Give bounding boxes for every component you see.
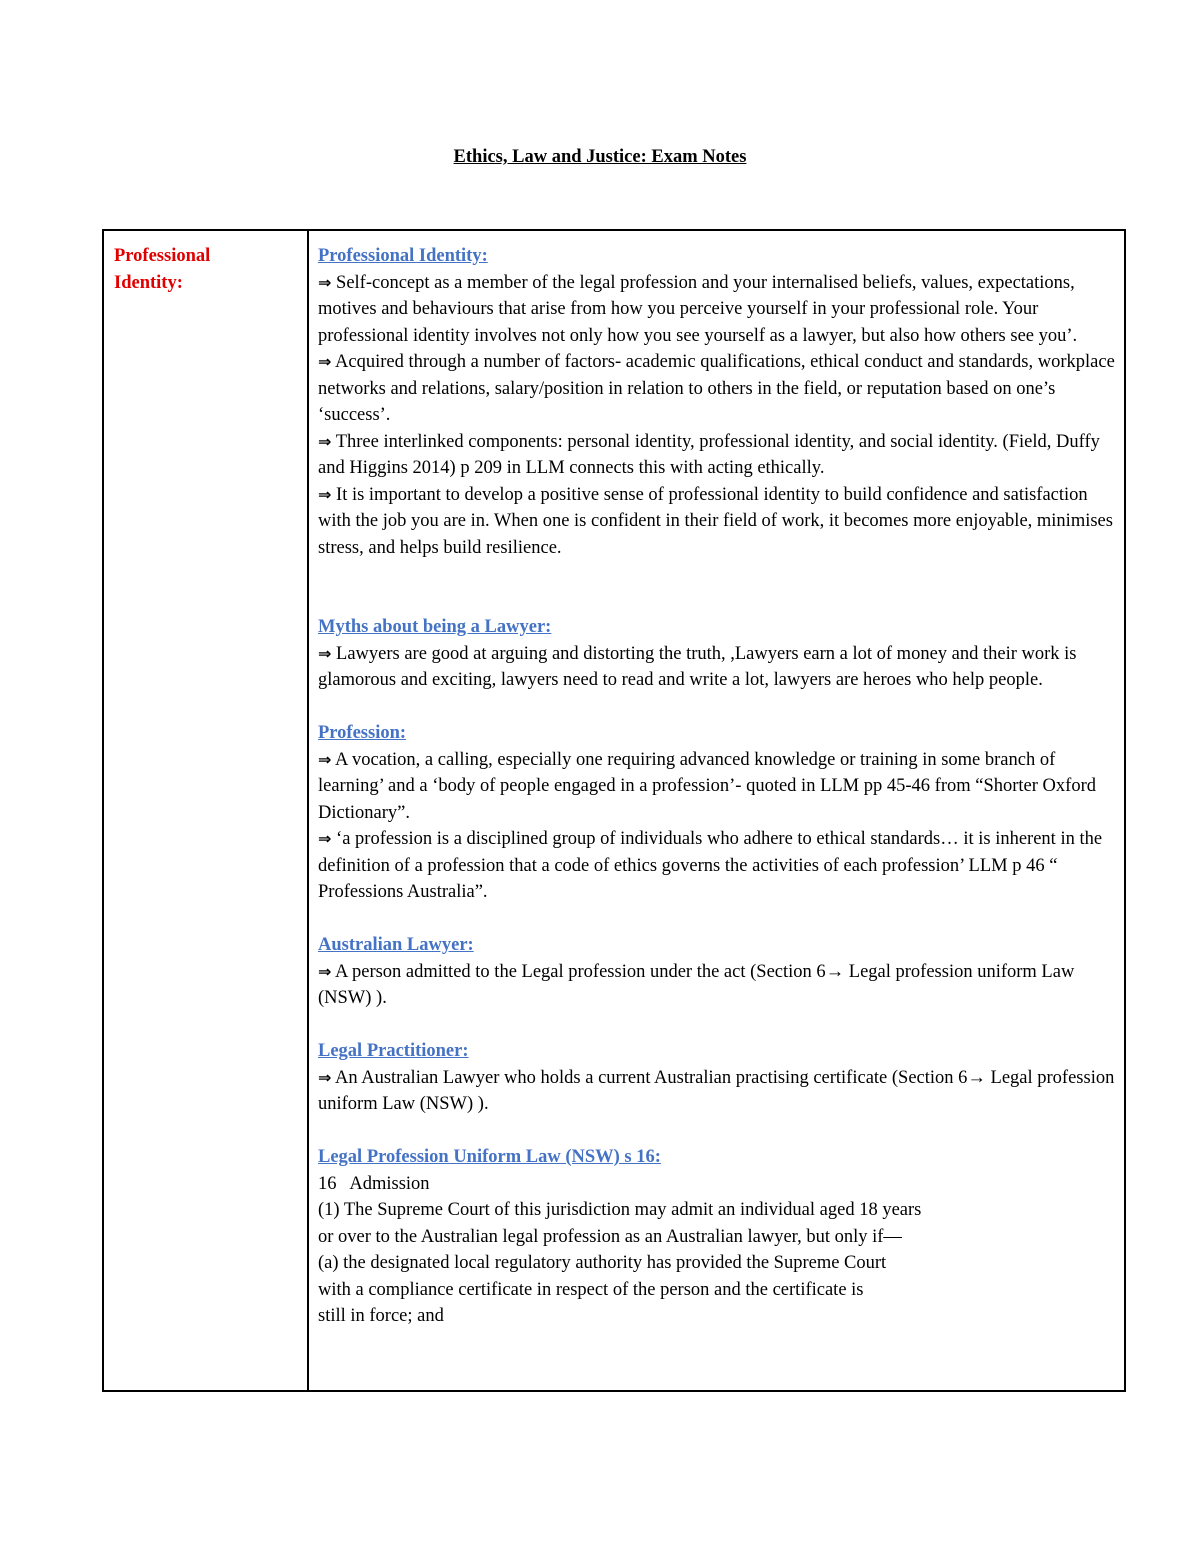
note-text: Self-concept as a member of the legal profession and your internalised beliefs, values, expectations, motives and behaviours that arise from how you perceive yourself in your professional role. Your professional identity involves not only how you see yourself as a lawyer, but also how others see you’. [318,272,1078,346]
section-legal-practitioner [318,1038,1116,1118]
double-arrow-icon: ⇒ [318,352,332,371]
note-text: A person admitted to the Legal profession under the act (Section 6→ Legal profession uniform Law (NSW) ). [318,961,1075,1008]
double-arrow-icon: ⇒ [318,431,332,451]
notes-table [102,229,1126,1392]
note-paragraph [318,959,1116,1012]
topic-heading: Professional Identity: [114,246,211,293]
section-heading: Australian Lawyer: [318,935,474,955]
section-uniform-law-s16 [318,1144,1116,1330]
note-text: An Australian Lawyer who holds a current Australian practising certificate (Section 6→ Legal profession uniform Law (NSW) ). [318,1067,1115,1114]
note-paragraph [318,1065,1116,1118]
double-arrow-icon: ⇒ [318,829,332,848]
section-professional-identity [318,243,1116,561]
double-arrow-icon: ⇒ [318,1067,332,1087]
statute-line: or over to the Australian legal profession as an Australian lawyer, but only if— [318,1226,902,1247]
double-arrow-icon: ⇒ [318,484,332,504]
double-arrow-icon: ⇒ [318,749,332,769]
note-text: It is important to develop a positive sense of professional identity to build confidence and satisfaction with the job you are in. When one is confident in their field of work, it becomes more enjoyable, minimises stress, and helps build resilience. [318,484,1113,558]
section-heading: Myths about being a Lawyer: [318,617,552,637]
section-heading: Professional Identity: [318,246,488,266]
note-paragraph [318,826,1116,906]
note-paragraph [318,641,1116,694]
statute-line: (a) the designated local regulatory authority has provided the Supreme Court [318,1253,887,1273]
section-australian-lawyer [318,932,1116,1012]
notes-cell [309,231,1124,1390]
note-text: Three interlinked components: personal identity, professional identity, and social identity. (Field, Duffy and Higgins 2014) p 209 in LLM connects this with acting ethically. [318,431,1100,478]
note-text: Lawyers are good at arguing and distorting the truth, ,Lawyers earn a lot of money and their work is glamorous and exciting, lawyers need to read and write a lot, lawyers are heroes who help people. [318,643,1077,690]
statute-line: (1) The Supreme Court of this jurisdiction may admit an individual aged 18 years [318,1200,922,1220]
note-paragraph [318,482,1116,562]
note-paragraph [318,349,1116,429]
note-text: ‘a profession is a disciplined group of individuals who adhere to ethical standards… it is inherent in the definition of a profession that a code of ethics governs the activities of each profession’ LLM p 46 “ Professions Australia”. [318,829,1103,902]
topic-cell [104,231,309,1390]
double-arrow-icon: ⇒ [318,961,332,981]
section-heading: Legal Practitioner: [318,1041,469,1061]
document-title: Ethics, Law and Justice: Exam Notes [453,147,747,167]
note-paragraph [318,747,1116,827]
double-arrow-icon: ⇒ [318,643,332,663]
note-paragraph [318,429,1116,482]
section-heading: Legal Profession Uniform Law (NSW) s 16: [318,1147,661,1167]
statute-line: with a compliance certificate in respect of the person and the certificate is [318,1279,864,1300]
section-heading: Profession: [318,723,407,743]
note-text: A vocation, a calling, especially one requiring advanced knowledge or training in some branch of learning’ and a ‘body of people engaged in a profession’- quoted in LLM pp 45-46 from “Shorter Oxford Dictionary”. [318,749,1096,823]
statute-line: 16 Admission [318,1173,430,1194]
note-text: Acquired through a number of factors- academic qualifications, ethical conduct and standards, workplace networks and relations, salary/position in relation to others in the field, or reputation based on one’s ‘success’. [318,352,1115,425]
note-paragraph [318,270,1116,350]
statute-line: still in force; and [318,1306,444,1326]
section-myths [318,614,1116,694]
section-profession [318,720,1116,906]
double-arrow-icon: ⇒ [318,272,332,292]
